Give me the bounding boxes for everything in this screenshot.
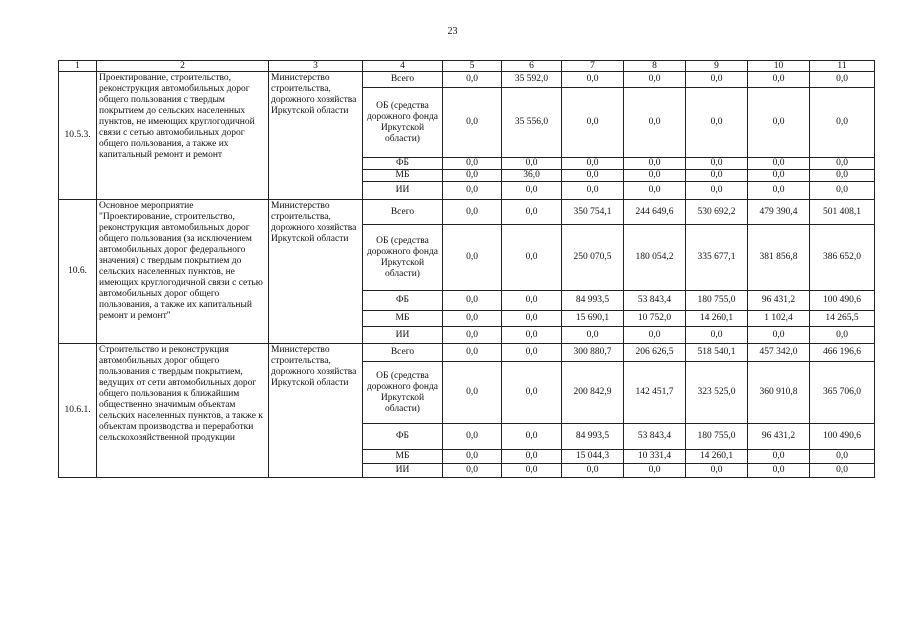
amount-cell: 0,0 xyxy=(562,327,624,344)
funding-source: МБ xyxy=(363,311,443,327)
column-number: 3 xyxy=(269,61,363,72)
page-number: 23 xyxy=(447,26,458,37)
item-code: 10.6.1. xyxy=(59,344,97,478)
column-number-row xyxy=(59,61,875,72)
amount-cell: 0,0 xyxy=(443,464,502,478)
amount-cell: 0,0 xyxy=(562,464,624,478)
amount-cell: 0,0 xyxy=(443,88,502,158)
amount-cell: 0,0 xyxy=(443,158,502,170)
funding-source: ИИ xyxy=(363,182,443,200)
amount-cell: 15 044,3 xyxy=(562,450,624,464)
amount-cell: 0,0 xyxy=(502,327,562,344)
column-number: 2 xyxy=(97,61,269,72)
amount-cell: 15 690,1 xyxy=(562,311,624,327)
amount-cell: 0,0 xyxy=(748,158,810,170)
funding-source: Всего xyxy=(363,344,443,362)
amount-cell: 0,0 xyxy=(686,327,748,344)
column-number: 5 xyxy=(443,61,502,72)
funding-source: ОБ (средства дорожного фонда Иркутской области) xyxy=(363,225,443,291)
funding-source: ОБ (средства дорожного фонда Иркутской области) xyxy=(363,362,443,424)
amount-cell: 142 451,7 xyxy=(624,362,686,424)
item-executor: Министерство строительства, дорожного хозяйства Иркутской области xyxy=(269,344,363,478)
amount-cell: 14 260,1 xyxy=(686,311,748,327)
amount-cell: 479 390,4 xyxy=(748,200,810,225)
amount-cell: 100 490,6 xyxy=(810,424,875,450)
amount-cell: 0,0 xyxy=(443,225,502,291)
amount-cell: 0,0 xyxy=(748,88,810,158)
item-description: Проектирование, строительство, реконструкция автомобильных дорог общего пользования с твердым покрытием до сельских населенных пунктов, не имеющих круглогодичной связи с сетью автомобильных дорог общего пользования, а также их капитальный ремонт и ремонт xyxy=(97,72,269,200)
amount-cell: 0,0 xyxy=(686,88,748,158)
funding-source: МБ xyxy=(363,450,443,464)
amount-cell: 180 755,0 xyxy=(686,291,748,311)
amount-cell: 0,0 xyxy=(624,327,686,344)
amount-cell: 0,0 xyxy=(810,170,875,182)
amount-cell: 0,0 xyxy=(624,464,686,478)
amount-cell: 96 431,2 xyxy=(748,424,810,450)
amount-cell: 466 196,6 xyxy=(810,344,875,362)
funding-source: Всего xyxy=(363,200,443,225)
amount-cell: 35 592,0 xyxy=(502,72,562,88)
amount-cell: 0,0 xyxy=(502,344,562,362)
amount-cell: 100 490,6 xyxy=(810,291,875,311)
column-number: 6 xyxy=(502,61,562,72)
amount-cell: 323 525,0 xyxy=(686,362,748,424)
amount-cell: 244 649,6 xyxy=(624,200,686,225)
amount-cell: 96 431,2 xyxy=(748,291,810,311)
amount-cell: 200 842,9 xyxy=(562,362,624,424)
amount-cell: 0,0 xyxy=(443,311,502,327)
table-row xyxy=(59,344,875,362)
amount-cell: 0,0 xyxy=(502,225,562,291)
funding-source: ФБ xyxy=(363,424,443,450)
amount-cell: 1 102,4 xyxy=(748,311,810,327)
amount-cell: 0,0 xyxy=(562,72,624,88)
amount-cell: 14 260,1 xyxy=(686,450,748,464)
item-description: Строительство и реконструкция автомобильных дорог общего пользования с твердым покрытием, ведущих от сети автомобильных дорог общего пользования к ближайшим общественно значимым объектам сельских населенных пунктов, а также к объектам производства и переработки сельскохозяйственной продукции xyxy=(97,344,269,478)
amount-cell: 0,0 xyxy=(502,424,562,450)
amount-cell: 0,0 xyxy=(810,72,875,88)
amount-cell: 0,0 xyxy=(748,327,810,344)
amount-cell: 0,0 xyxy=(443,450,502,464)
column-number: 7 xyxy=(562,61,624,72)
amount-cell: 35 556,0 xyxy=(502,88,562,158)
amount-cell: 381 856,8 xyxy=(748,225,810,291)
amount-cell: 386 652,0 xyxy=(810,225,875,291)
amount-cell: 14 265,5 xyxy=(810,311,875,327)
amount-cell: 0,0 xyxy=(686,464,748,478)
amount-cell: 36,0 xyxy=(502,170,562,182)
column-number: 10 xyxy=(748,61,810,72)
amount-cell: 84 993,5 xyxy=(562,424,624,450)
amount-cell: 360 910,8 xyxy=(748,362,810,424)
amount-cell: 0,0 xyxy=(624,170,686,182)
funding-source: ФБ xyxy=(363,158,443,170)
amount-cell: 53 843,4 xyxy=(624,424,686,450)
amount-cell: 0,0 xyxy=(810,158,875,170)
amount-cell: 0,0 xyxy=(562,88,624,158)
amount-cell: 350 754,1 xyxy=(562,200,624,225)
amount-cell: 0,0 xyxy=(624,72,686,88)
amount-cell: 10 331,4 xyxy=(624,450,686,464)
amount-cell: 0,0 xyxy=(748,450,810,464)
funding-source: ИИ xyxy=(363,327,443,344)
amount-cell: 0,0 xyxy=(748,182,810,200)
funding-source: ИИ xyxy=(363,464,443,478)
funding-source: ОБ (средства дорожного фонда Иркутской области) xyxy=(363,88,443,158)
amount-cell: 0,0 xyxy=(810,450,875,464)
funding-source: ФБ xyxy=(363,291,443,311)
amount-cell: 0,0 xyxy=(502,200,562,225)
budget-table xyxy=(58,60,875,478)
amount-cell: 0,0 xyxy=(562,182,624,200)
amount-cell: 0,0 xyxy=(748,464,810,478)
amount-cell: 53 843,4 xyxy=(624,291,686,311)
item-code: 10.5.3. xyxy=(59,72,97,200)
amount-cell: 10 752,0 xyxy=(624,311,686,327)
item-description: Основное мероприятие "Проектирование, строительство, реконструкция автомобильных дорог общего пользования (за исключением автомобильных дорог федерального значения) с твердым покрытием до сельских населенных пунктов, не имеющих круглогодичной связи с сетью автомобильных дорог общего пользования, а также их капитальный ремонт и ремонт" xyxy=(97,200,269,344)
item-executor: Министерство строительства, дорожного хозяйства Иркутской области xyxy=(269,72,363,200)
amount-cell: 0,0 xyxy=(562,158,624,170)
amount-cell: 0,0 xyxy=(810,182,875,200)
amount-cell: 0,0 xyxy=(748,170,810,182)
amount-cell: 365 706,0 xyxy=(810,362,875,424)
amount-cell: 0,0 xyxy=(443,327,502,344)
item-executor: Министерство строительства, дорожного хозяйства Иркутской области xyxy=(269,200,363,344)
column-number: 1 xyxy=(59,61,97,72)
amount-cell: 206 626,5 xyxy=(624,344,686,362)
funding-source: МБ xyxy=(363,170,443,182)
amount-cell: 0,0 xyxy=(443,362,502,424)
amount-cell: 0,0 xyxy=(502,182,562,200)
amount-cell: 0,0 xyxy=(443,344,502,362)
amount-cell: 0,0 xyxy=(810,88,875,158)
amount-cell: 0,0 xyxy=(624,182,686,200)
funding-source: Всего xyxy=(363,72,443,88)
amount-cell: 250 070,5 xyxy=(562,225,624,291)
amount-cell: 0,0 xyxy=(562,170,624,182)
amount-cell: 501 408,1 xyxy=(810,200,875,225)
amount-cell: 0,0 xyxy=(624,88,686,158)
amount-cell: 300 880,7 xyxy=(562,344,624,362)
amount-cell: 180 755,0 xyxy=(686,424,748,450)
table-row xyxy=(59,200,875,225)
amount-cell: 0,0 xyxy=(443,182,502,200)
amount-cell: 0,0 xyxy=(502,311,562,327)
amount-cell: 180 054,2 xyxy=(624,225,686,291)
amount-cell: 0,0 xyxy=(686,158,748,170)
amount-cell: 0,0 xyxy=(502,362,562,424)
amount-cell: 0,0 xyxy=(443,170,502,182)
amount-cell: 0,0 xyxy=(686,182,748,200)
amount-cell: 84 993,5 xyxy=(562,291,624,311)
column-number: 8 xyxy=(624,61,686,72)
amount-cell: 335 677,1 xyxy=(686,225,748,291)
amount-cell: 0,0 xyxy=(624,158,686,170)
amount-cell: 0,0 xyxy=(686,72,748,88)
amount-cell: 0,0 xyxy=(443,200,502,225)
amount-cell: 0,0 xyxy=(810,464,875,478)
item-code: 10.6. xyxy=(59,200,97,344)
amount-cell: 0,0 xyxy=(443,291,502,311)
amount-cell: 457 342,0 xyxy=(748,344,810,362)
amount-cell: 0,0 xyxy=(810,327,875,344)
amount-cell: 0,0 xyxy=(502,158,562,170)
column-number: 9 xyxy=(686,61,748,72)
table-row xyxy=(59,72,875,88)
amount-cell: 0,0 xyxy=(443,72,502,88)
amount-cell: 0,0 xyxy=(686,170,748,182)
amount-cell: 0,0 xyxy=(443,424,502,450)
amount-cell: 530 692,2 xyxy=(686,200,748,225)
amount-cell: 518 540,1 xyxy=(686,344,748,362)
amount-cell: 0,0 xyxy=(502,464,562,478)
column-number: 4 xyxy=(363,61,443,72)
amount-cell: 0,0 xyxy=(502,450,562,464)
column-number: 11 xyxy=(810,61,875,72)
amount-cell: 0,0 xyxy=(748,72,810,88)
amount-cell: 0,0 xyxy=(502,291,562,311)
